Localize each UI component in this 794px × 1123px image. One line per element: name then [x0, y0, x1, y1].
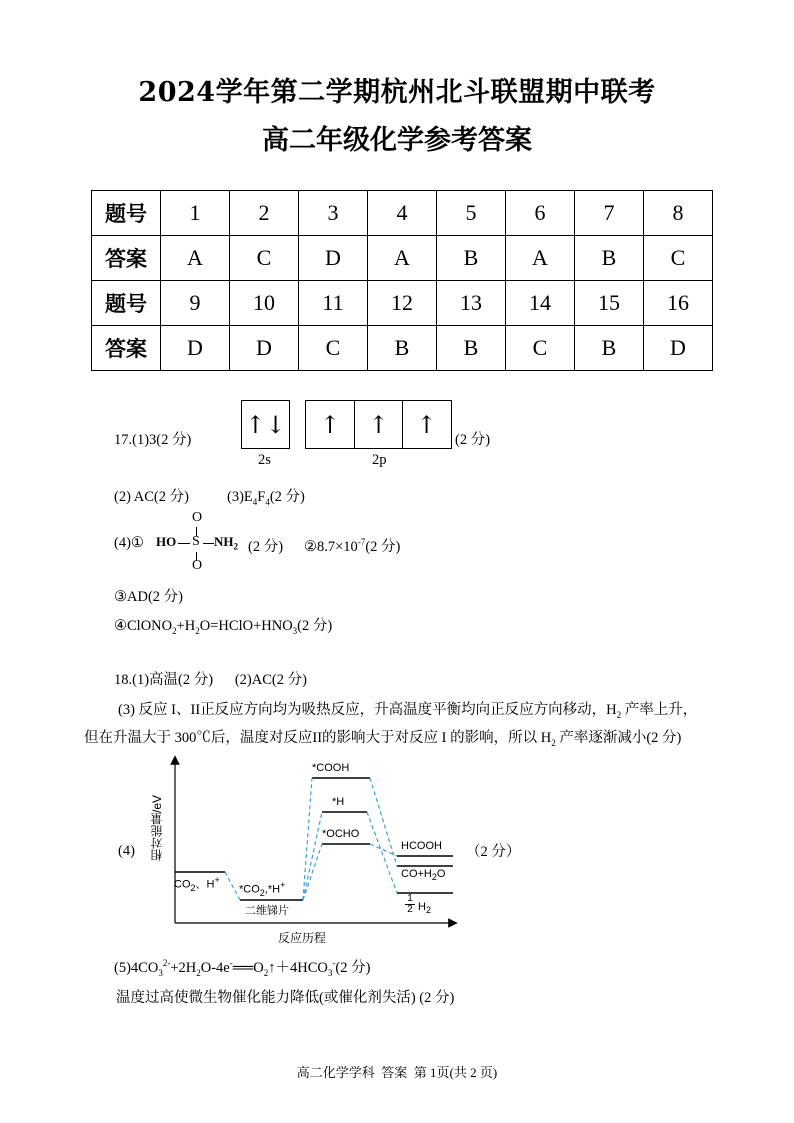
sup: +	[214, 875, 220, 885]
level-label-cooh: *COOH	[312, 762, 350, 774]
orbital-2p-label: 2p	[372, 452, 387, 468]
sup: 2-	[162, 958, 171, 969]
orbital-2s-arrows: ↑↓	[245, 410, 286, 439]
level-text: *CO	[239, 883, 260, 896]
level-text: H	[418, 901, 426, 913]
q18-part1: 18.(1)高温(2 分) (2)AC(2 分)	[114, 672, 307, 688]
sub: 2	[263, 967, 269, 978]
energy-diagram	[145, 755, 465, 950]
q18-p5-text: ↑＋4HCO	[268, 960, 328, 976]
q17-p4-4-text: +H	[176, 618, 196, 634]
table-head: 题号	[92, 281, 161, 326]
q17-part4-2	[304, 535, 400, 556]
table-cell: C	[230, 236, 299, 281]
table-cell: 4	[368, 191, 437, 236]
answer-table	[91, 190, 713, 371]
q17-part4-3: ③AD(2 分)	[114, 589, 183, 605]
sub: 2	[431, 872, 437, 883]
table-cell: B	[437, 236, 506, 281]
table-cell: 13	[437, 281, 506, 326]
table-cell: 15	[575, 281, 644, 326]
sup: -	[229, 958, 233, 969]
sub: 3	[327, 967, 333, 978]
table-cell: C	[299, 326, 368, 371]
sub: 3	[158, 967, 163, 978]
table-row	[92, 281, 713, 326]
level-label-ads	[239, 880, 285, 898]
sulfamic-acid-structure	[156, 510, 246, 575]
table-cell: 9	[161, 281, 230, 326]
table-cell: A	[506, 236, 575, 281]
table-cell: B	[368, 326, 437, 371]
fraction-num: 1	[407, 893, 413, 904]
table-cell: 12	[368, 281, 437, 326]
sub: 2	[259, 887, 265, 898]
table-row	[92, 326, 713, 371]
q18-p3-text: 产率逐渐减小(2 分)	[555, 730, 682, 746]
level-text: ,*H	[264, 883, 281, 896]
q17-part1: 17.(1)3(2 分)	[114, 432, 192, 448]
q17-part2: (2) AC(2 分)	[114, 489, 189, 505]
table-cell: 11	[299, 281, 368, 326]
table-cell: 16	[644, 281, 713, 326]
sup: -7	[357, 537, 366, 548]
q18-p3-text: 但在升温大于 300℃后，温度对反应II的影响大于对反应 I 的影响，所以 H	[84, 730, 552, 746]
q18-p5-text: +2H	[170, 960, 197, 976]
struct-atom	[214, 534, 238, 552]
q18-p5-text: O-4e	[200, 960, 230, 976]
sub: 2	[196, 967, 201, 978]
table-cell: C	[506, 326, 575, 371]
q17-p3-text: (3)E	[227, 489, 253, 505]
level-text: O	[436, 868, 446, 880]
table-head: 题号	[92, 191, 161, 236]
level-text: CO+H	[401, 868, 432, 880]
table-cell: A	[161, 236, 230, 281]
table-cell: B	[575, 236, 644, 281]
table-cell: 6	[506, 191, 575, 236]
table-cell: D	[299, 236, 368, 281]
level-text: 、H	[195, 878, 215, 891]
page-title: 2024学年第二学期杭州北斗联盟期中联考	[138, 77, 656, 108]
fraction-den: 2	[405, 904, 415, 915]
q17-p4-2-text: (2 分)	[365, 539, 401, 555]
table-cell: 8	[644, 191, 713, 236]
q17-part4-label: (4)①	[114, 535, 144, 551]
orbital-2p-cell: ↑	[354, 401, 402, 449]
table-head: 答案	[92, 236, 161, 281]
sub: 3	[292, 625, 298, 636]
level-label-hcooh: HCOOH	[401, 840, 442, 852]
orbital-2p-cell: ↑	[402, 401, 450, 449]
q18-p3-text: (3) 反应 I、II正反应方向均为吸热反应，升高温度平衡均向正反应方向移动，H	[118, 702, 617, 718]
q18-part5	[114, 956, 370, 978]
level-label-ocho: *OCHO	[322, 828, 360, 840]
sub: 2	[425, 905, 431, 916]
q17-part4-4	[114, 614, 332, 636]
table-cell: B	[437, 326, 506, 371]
table-cell: B	[575, 326, 644, 371]
table-cell: 10	[230, 281, 299, 326]
level-label-catalyst: 二维锑片	[245, 905, 289, 917]
q17-p4-2-text: ②8.7×10	[304, 539, 358, 555]
sup: -	[332, 958, 336, 969]
level-text: CO	[174, 878, 191, 891]
q17-p4-4-text: O=HClO+HNO	[199, 618, 293, 634]
q17-p4-4-text: ④ClONO	[114, 618, 173, 634]
q17-p3-text: F	[257, 489, 266, 505]
orbital-2s-box	[241, 400, 290, 449]
bond-line	[203, 543, 214, 544]
q17-part3	[227, 485, 305, 507]
q18-p5-text: ══O	[232, 960, 264, 976]
sub: 2	[616, 709, 622, 720]
x-axis-label: 反应历程	[278, 931, 327, 945]
table-cell: D	[161, 326, 230, 371]
bond-line	[178, 543, 190, 544]
table-cell: 3	[299, 191, 368, 236]
q18-part3-line2	[84, 726, 681, 748]
orbital-2p-box	[305, 400, 452, 449]
level-label-h2	[418, 901, 431, 915]
q17-p3-text: (2 分)	[269, 489, 305, 505]
q18-p5-text: (5)4CO	[114, 960, 159, 976]
q18-part4-label: (4)	[118, 843, 135, 859]
sub: 2	[172, 625, 177, 636]
level-label-half	[405, 894, 415, 915]
table-cell: D	[644, 326, 713, 371]
y-axis-label: 相对能量/eV	[150, 795, 164, 862]
page-footer: 高二化学学科 答案 第 1页(共 2 页)	[296, 1065, 498, 1080]
table-cell: D	[230, 326, 299, 371]
struct-nh: NH	[214, 534, 234, 549]
struct-atom: O	[192, 510, 203, 525]
q17-p4-4-text: (2 分)	[297, 618, 333, 634]
struct-atom: O	[192, 558, 203, 573]
q18-p5-text: (2 分)	[335, 960, 371, 976]
table-cell: 2	[230, 191, 299, 236]
table-cell: 5	[437, 191, 506, 236]
sup: +	[280, 880, 286, 890]
q18-part4-score: （2 分）	[466, 844, 521, 860]
sub: 2	[190, 882, 196, 893]
table-cell: 14	[506, 281, 575, 326]
struct-atom: S	[192, 534, 200, 549]
q17-part1-score: (2 分)	[455, 432, 491, 448]
q18-p3-text: 产率上升，	[621, 702, 698, 718]
sub: 2	[233, 541, 238, 552]
q17-part4-score: (2 分)	[248, 539, 284, 555]
q18-part5-note: 温度过高使微生物催化能力降低(或催化剂失活) (2 分)	[116, 990, 455, 1006]
sub: 2	[195, 625, 200, 636]
level-label-h: *H	[332, 796, 345, 808]
orbital-2s-label: 2s	[258, 452, 271, 468]
table-cell: A	[368, 236, 437, 281]
table-cell: C	[644, 236, 713, 281]
sub: 4	[265, 496, 270, 507]
struct-atom: HO	[156, 534, 177, 549]
table-cell: 7	[575, 191, 644, 236]
orbital-2p-cell: ↑	[319, 411, 341, 439]
table-cell: 1	[161, 191, 230, 236]
level-label-co-h2o	[401, 868, 445, 882]
table-head: 答案	[92, 326, 161, 371]
level-label-co2	[174, 875, 220, 893]
energy-diagram-svg	[145, 755, 465, 950]
sub: 4	[252, 496, 258, 507]
sub: 2	[551, 737, 556, 748]
table-row	[92, 191, 713, 236]
q18-part3-line1	[118, 698, 697, 720]
page-subtitle: 高二年级化学参考答案	[262, 125, 532, 156]
table-row	[92, 236, 713, 281]
